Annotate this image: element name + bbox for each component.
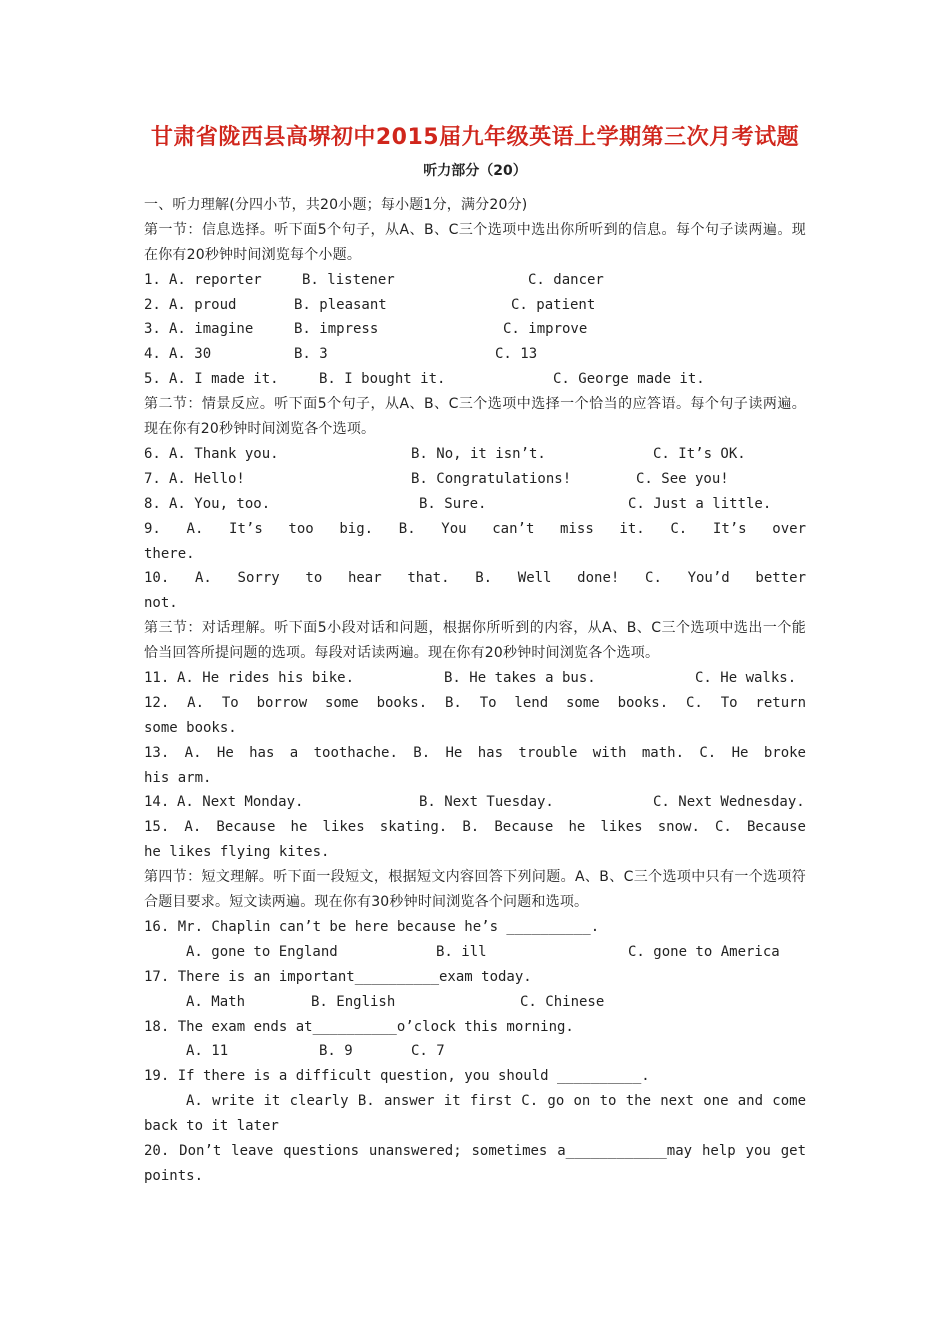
question-6: 6. A. Thank you. B. No, it isn’t. C. It’s OK.: [144, 445, 746, 462]
question-13: 13. A. He has a toothache. B. He has trouble with math. C. He broke: [144, 744, 806, 761]
question-1: 1. A. reporter B. listener C. dancer: [144, 271, 604, 288]
question-20: 20. Don’t leave questions unanswered; sometimes a____________may help you get: [144, 1142, 806, 1159]
question-18-options: A. 11 B. 9 C. 7: [186, 1043, 445, 1060]
listening-part-heading: 听力部分（20）: [423, 163, 527, 179]
question-9: 9. A. It’s too big. B. You can’t miss it. C. It’s over: [144, 520, 806, 537]
question-17: 17. There is an important__________exam today.: [144, 968, 532, 985]
section4-instructions: 第四节：短文理解。听下面一段短文，根据短文内容回答下列问题。A、B、C三个选项中只有一个选项符合题目要求。短文读两遍。现在你有30秒钟时间浏览各个问题和选项。: [144, 869, 806, 911]
section2-instructions: 第二节：情景反应。听下面5个句子，从A、B、C三个选项中选择一个恰当的应答语。每个句子读两遍。现在你有20秒钟时间浏览各个选项。: [144, 396, 806, 438]
question-19-continued: back to it later: [144, 1118, 279, 1135]
question-15: 15. A. Because he likes skating. B. Because he likes snow. C. Because: [144, 819, 806, 836]
section1-instructions: 第一节：信息选择。听下面5个句子，从A、B、C三个选项中选出你所听到的信息。每个句子读两遍。现在你有20秒钟时间浏览每个小题。: [144, 221, 806, 263]
question-13-continued: his arm.: [144, 769, 212, 786]
question-15-continued: he likes flying kites.: [144, 844, 330, 861]
question-14: 14. A. Next Monday. B. Next Tuesday. C. Next Wednesday.: [144, 794, 805, 811]
section3-instructions: 第三节：对话理解。听下面5小段对话和问题，根据你所听到的内容，从A、B、C三个选项中选出一个能恰当回答所提问题的选项。每段对话读两遍。现在你有20秒钟时间浏览各个选项。: [144, 620, 806, 662]
question-9-continued: there.: [144, 545, 195, 562]
question-2: 2. A. proud B. pleasant C. patient: [144, 296, 596, 313]
question-7: 7. A. Hello! B. Congratulations! C. See you!: [144, 470, 729, 487]
question-12-continued: some books.: [144, 719, 237, 736]
question-20-continued: points.: [144, 1167, 204, 1184]
question-11: 11. A. He rides his bike. B. He takes a bus. C. He walks.: [144, 670, 797, 687]
question-4: 4. A. 30 B. 3 C. 13: [144, 346, 538, 363]
question-12: 12. A. To borrow some books. B. To lend some books. C. To return: [144, 694, 806, 711]
question-17-options: A. Math B. English C. Chinese: [186, 993, 605, 1010]
question-16-options: A. gone to England B. ill C. gone to America: [186, 943, 780, 960]
page-title: 甘肃省陇西县高堺初中2015届九年级英语上学期第三次月考试题: [150, 125, 800, 150]
question-19: 19. If there is a difficult question, you should __________.: [144, 1068, 650, 1085]
question-8: 8. A. You, too. B. Sure. C. Just a little.: [144, 495, 772, 512]
question-10: 10. A. Sorry to hear that. B. Well done! C. You’d better: [144, 570, 806, 587]
question-3: 3. A. imagine B. impress C. improve: [144, 321, 588, 338]
question-5: 5. A. I made it. B. I bought it. C. George made it.: [144, 371, 705, 388]
part-heading: 一、听力理解(分四小节，共20小题；每小题1分，满分20分): [144, 197, 528, 213]
question-19-options: A. write it clearly B. answer it first C. go on to the next one and come: [186, 1093, 806, 1110]
question-18: 18. The exam ends at__________o’clock this morning.: [144, 1018, 574, 1035]
document-body: [144, 193, 806, 1189]
question-16: 16. Mr. Chaplin can’t be here because he’s __________.: [144, 918, 600, 935]
question-10-continued: not.: [144, 595, 178, 612]
